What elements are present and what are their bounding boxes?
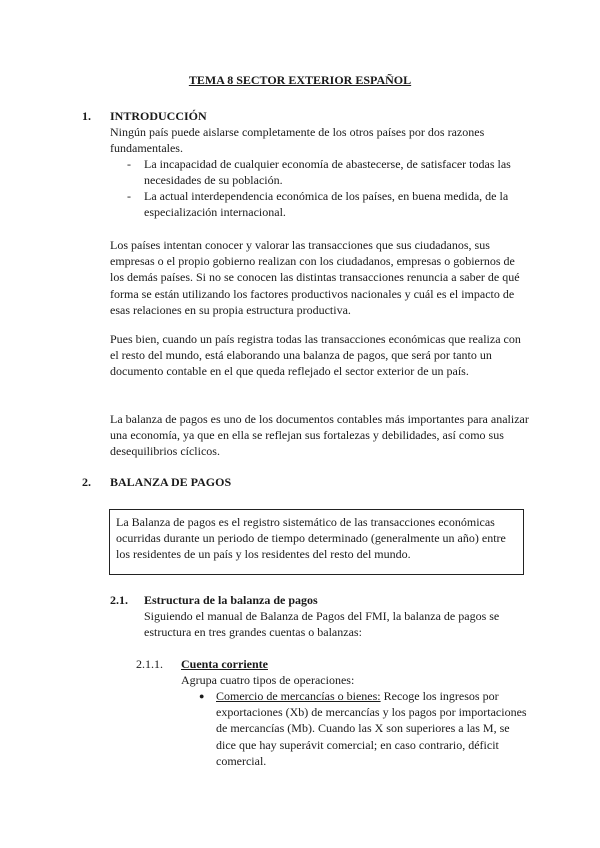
subsection-2-1-1-heading: Cuenta corriente (181, 657, 268, 671)
section-2-heading: BALANZA DE PAGOS (110, 475, 232, 489)
section-1-bullet-1: La incapacidad de cualquier economía de abastecerse, de satisfacer todas las necesidades de su población. (144, 157, 511, 188)
document-title: TEMA 8 SECTOR EXTERIOR ESPAÑOL (188, 73, 412, 87)
round-bullet-icon: ● (199, 691, 205, 701)
definition-text: La Balanza de pagos es el registro sistemático de las transacciones económicas ocurridas durante un periodo de tiempo determinado (generalmente un año) entre los residentes de un país y los residentes del resto del mundo. (116, 515, 506, 562)
subsection-2-1-1-number: 2.1.1. (136, 657, 163, 671)
section-1-bullet-2: La actual interdependencia económica de los países, en buena medida, de la especialización internacional. (144, 189, 509, 220)
dash-bullet-icon: - (127, 189, 131, 203)
subsection-2-1-text: Siguiendo el manual de Balanza de Pagos del FMI, la balanza de pagos se estructura en tres grandes cuentas o balanzas: (144, 609, 500, 640)
section-1-number: 1. (82, 109, 91, 123)
dash-bullet-icon: - (127, 157, 131, 171)
subsection-2-1-1-text: Agrupa cuatro tipos de operaciones: (181, 673, 355, 687)
section-1-heading: INTRODUCCIÓN (110, 109, 207, 123)
section-1-paragraph-2: Pues bien, cuando un país registra todas las transacciones económicas que realiza con el resto del mundo, está elaborando una balanza de pagos, que será por tanto un documento contable en el que queda reflejado el sector exterior de un país. (110, 332, 521, 379)
section-1-paragraph-1: Los países intentan conocer y valorar las transacciones que sus ciudadanos, sus empresas o el propio gobierno realizan con los ciudadanos, empresas o gobiernos de los demás países. Si no se conocen las distintas transacciones renuncia a saber de qué forma se están utilizando los factores productivos nacionales y cuál es el impacto de esas relaciones en su propia estructura productiva. (110, 238, 520, 317)
section-2-number: 2. (82, 475, 91, 489)
item-label: Comercio de mercancías o bienes: (216, 689, 381, 703)
section-1-paragraph-3: La balanza de pagos es uno de los documentos contables más importantes para analizar una economía, ya que en ella se reflejan sus fortalezas y debilidades, así como sus desequilibrios cíclicos. (110, 412, 529, 459)
item-text: Recoge los ingresos por exportaciones (Xb) de mercancías y los pagos por importaciones de mercancías (Mb). Cuando las X son superiores a las M, se dice que hay superávit comercial; en caso contrario, déficit comercial. (216, 689, 527, 768)
section-1-intro: Ningún país puede aislarse completamente de los otros países por dos razones fundamentales. (110, 125, 485, 156)
subsection-2-1-heading: Estructura de la balanza de pagos (144, 593, 318, 607)
definition-box (109, 509, 524, 575)
subsection-2-1-number: 2.1. (110, 593, 128, 607)
list-item (216, 688, 531, 769)
